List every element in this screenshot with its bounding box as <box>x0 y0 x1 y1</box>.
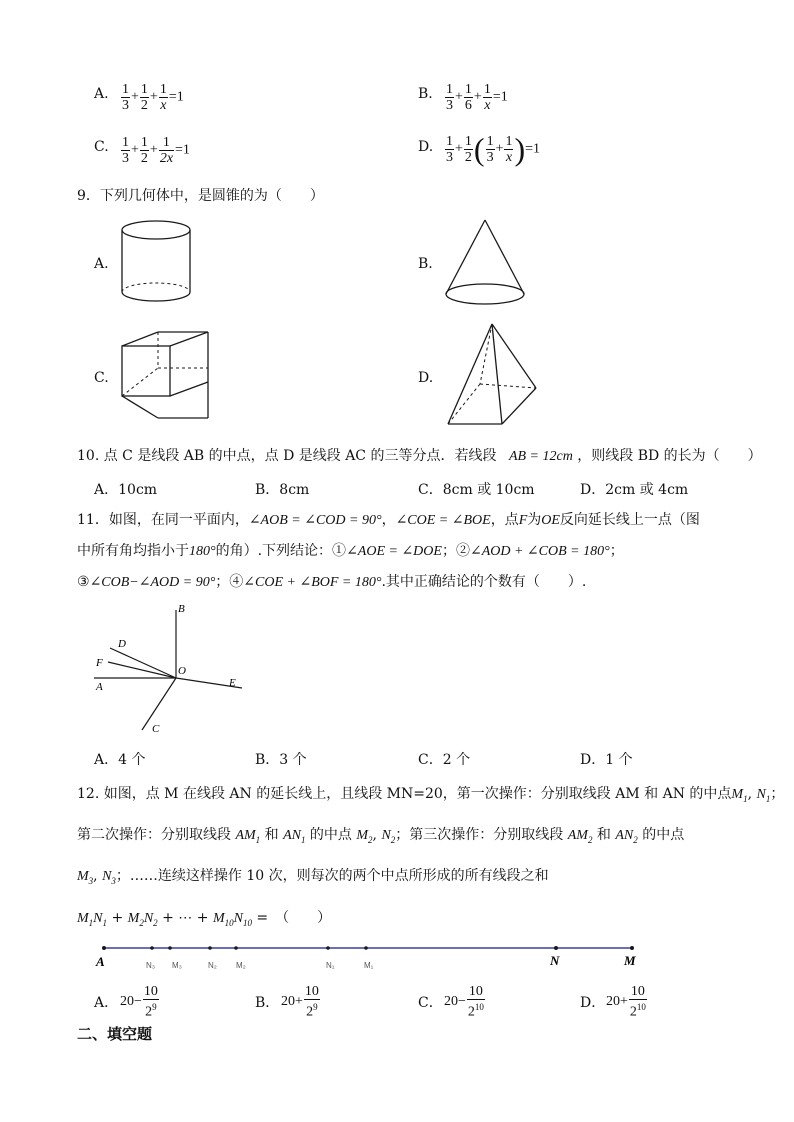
line-label-m2: M₂ <box>236 961 246 970</box>
q11-line-2: 中所有角均指小于180°的角）.下列结论：①∠AOE = ∠DOE；②∠AOD + ∠COB = 180°； <box>77 543 624 559</box>
q8-c-expression: $\frac{1}{3}$ + $\frac{1}{2}$ + $\frac{1}{2x}$ =1 <box>122 135 190 166</box>
line-label-a: A <box>96 954 105 969</box>
point-label-b: B <box>178 603 185 615</box>
q12-option-d[interactable]: D． 20+ $\frac{10}{2^{10}}$ <box>580 984 646 1020</box>
point-label-f: F <box>96 657 103 669</box>
q12-number-line <box>90 938 650 978</box>
q12-line-1: 12. 如图，点 M 在线段 AN 的延长线上，且线段 MN=20，第一次操作：分别取线段 AM 和 AN 的中点$M_1$, $N_1$； <box>77 786 785 804</box>
cube-figure <box>118 328 216 426</box>
option-label: C. <box>94 139 109 155</box>
option-label: A. <box>94 86 109 102</box>
section-title: 二、填空题 <box>77 1025 153 1043</box>
pyramid-figure <box>444 320 544 430</box>
line-label-n3: N₃ <box>146 961 156 970</box>
cylinder-figure <box>118 218 198 310</box>
q8-option-d[interactable] <box>418 131 541 167</box>
q11-line-3: ③∠COB−∠AOD = 90°；④∠COE + ∠BOF = 180°.其中正确结论的个数有（ ）. <box>77 574 587 590</box>
q11-option-d[interactable]: D．1 个 <box>580 752 633 768</box>
option-label: B. <box>418 86 433 102</box>
point-label-c: C <box>152 723 160 735</box>
q8-option-a[interactable] <box>94 82 184 113</box>
q10-stem: 10. 点 C 是线段 AB 的中点，点 D 是线段 AC 的三等分点．若线段 AB = 12cm ，则线段 BD 的长为（ ） <box>77 448 762 464</box>
option-label: D. <box>418 139 434 155</box>
point-label-a: A <box>96 681 103 693</box>
line-label-n1: N₁ <box>326 961 335 970</box>
q9-stem: 9．下列几何体中，是圆锥的为（ ） <box>77 188 324 204</box>
point-label-e: E <box>229 677 236 689</box>
q12-option-a[interactable]: A． 20− $\frac{10}{2^9}$ <box>94 984 158 1020</box>
q11-angle-figure <box>90 600 250 740</box>
q12-line-2: 第二次操作：分别取线段 $AM_1$ 和 $AN_1$ 的中点 $M_2$, $N_2$；第三次操作：分别取线段 $AM_2$ 和 $AN_2$ 的中点 <box>77 827 685 845</box>
q11-option-a[interactable]: A．4 个 <box>94 752 146 768</box>
q8-option-c[interactable] <box>94 135 190 166</box>
point-label-d: D <box>118 638 126 650</box>
line-label-n: N <box>550 953 560 968</box>
q10-option-d[interactable]: D．2cm 或 4cm <box>580 482 689 498</box>
q12-option-c[interactable]: C． 20− $\frac{10}{2^{10}}$ <box>418 984 484 1020</box>
q8-b-expression: $\frac{1}{3}$ + $\frac{1}{6}$ + $\frac{1}{x}$ =1 <box>446 82 508 113</box>
line-label-m3: M₃ <box>172 961 182 970</box>
q9-option-c-label[interactable]: C. <box>94 370 109 386</box>
q8-option-b[interactable] <box>418 82 508 113</box>
q10-equation: AB = 12cm <box>508 449 573 464</box>
q12-line-4: $M_1N_1 + M_2N_2$ + ⋯ + $M_{10}N_{10}$ = （ ） <box>77 910 332 928</box>
q11-option-c[interactable]: C．2 个 <box>418 752 471 768</box>
q9-option-b-label[interactable]: B. <box>418 256 433 272</box>
q11-line-1: 11．如图，在同一平面内，∠AOB = ∠COD = 90°，∠COE = ∠BOE，点F为OE反向延长线上一点（图 <box>77 512 700 528</box>
line-label-m1: M₁ <box>364 961 374 970</box>
q10-option-a[interactable]: A．10cm <box>94 482 158 498</box>
cone-figure <box>440 214 530 310</box>
q8-d-expression: $\frac{1}{3}$ + $\frac{1}{2}$ ( $\frac{1}{3}$ + $\frac{1}{x}$ )=1 <box>446 131 541 167</box>
q12-option-b[interactable]: B． 20+ $\frac{10}{2^9}$ <box>255 984 319 1020</box>
line-label-n2: N₂ <box>208 961 217 970</box>
q9-option-d-label[interactable]: D. <box>418 370 434 386</box>
line-label-m: M <box>624 953 636 968</box>
q8-a-expression: $\frac{1}{3}$ + $\frac{1}{2}$ + $\frac{1}{x}$ =1 <box>122 82 184 113</box>
q11-option-b[interactable]: B．3 个 <box>255 752 307 768</box>
q9-option-a-label[interactable]: A. <box>94 256 109 272</box>
point-label-o: O <box>178 665 186 677</box>
q10-option-b[interactable]: B．8cm <box>255 482 310 498</box>
q10-option-c[interactable]: C．8cm 或 10cm <box>418 482 535 498</box>
q12-line-3: $M_3$, $N_3$；……连续这样操作 10 次，则每次的两个中点所形成的所有线段之和 <box>77 868 549 886</box>
